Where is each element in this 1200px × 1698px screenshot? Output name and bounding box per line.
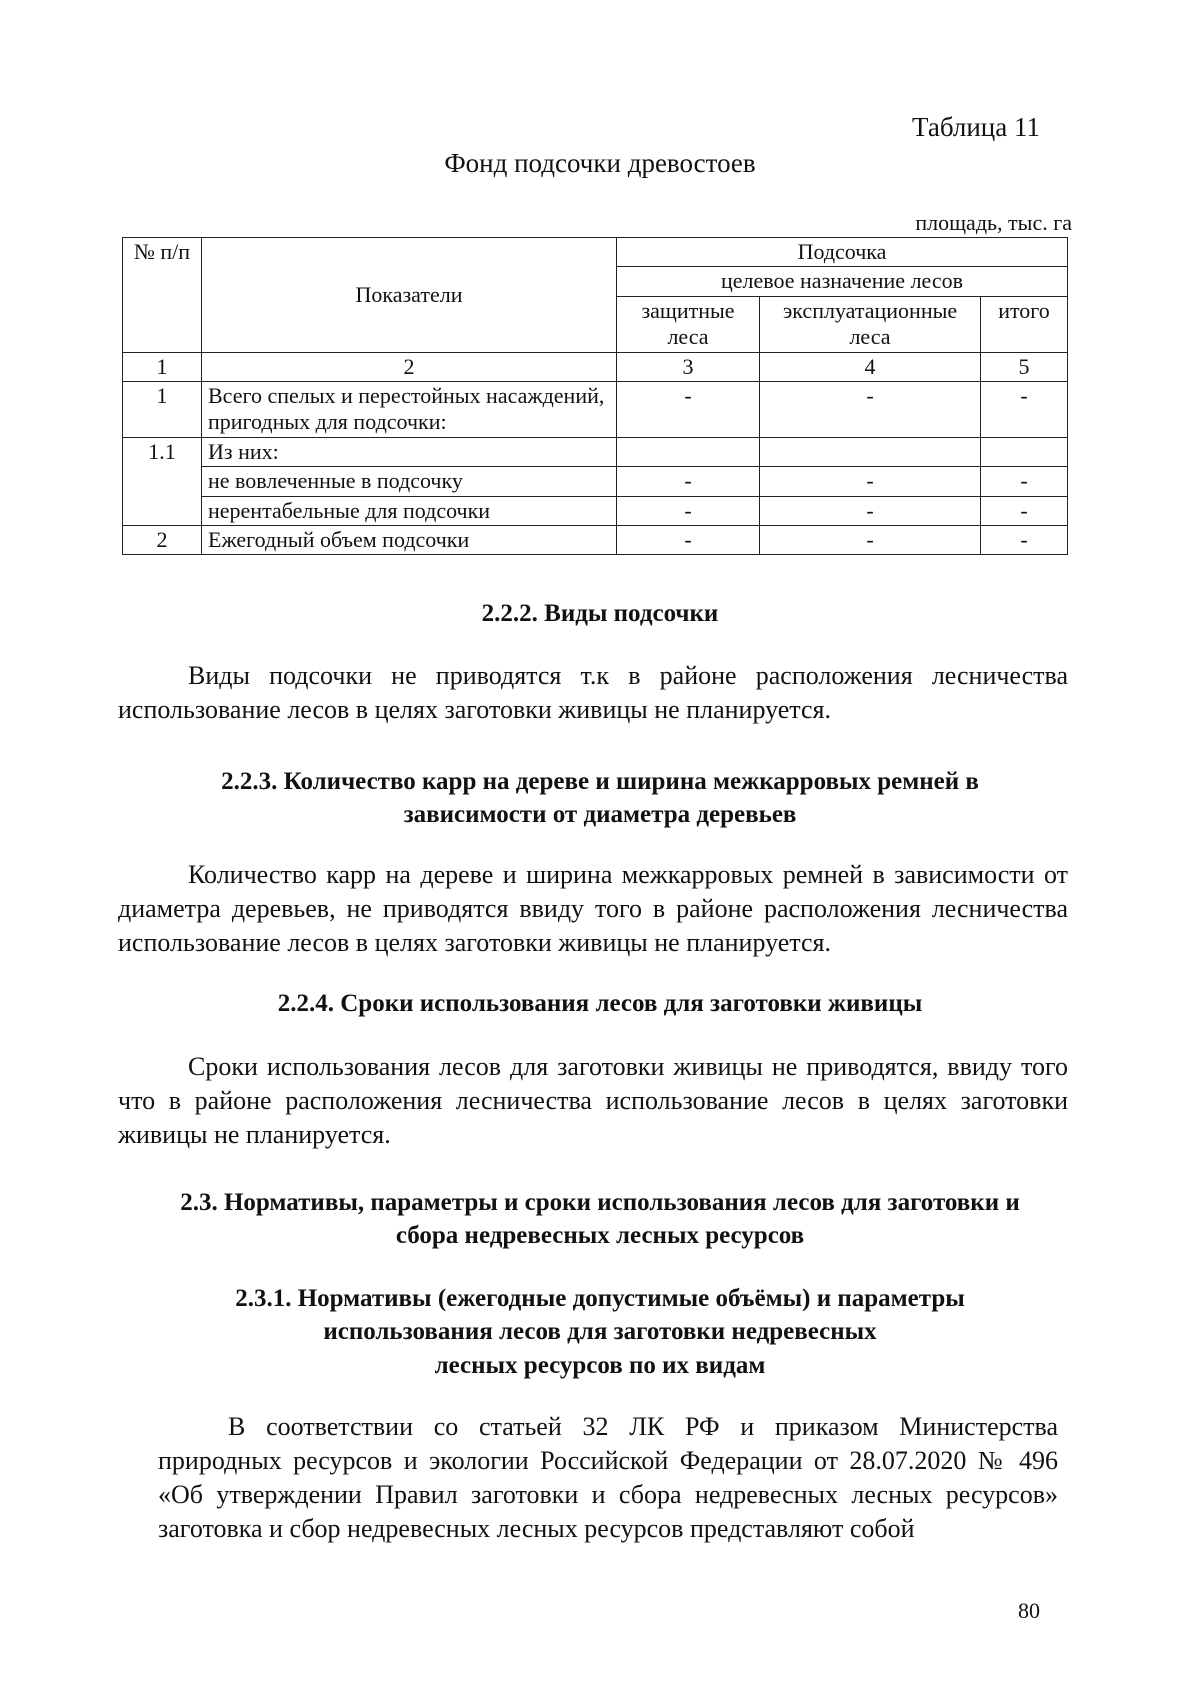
heading-line: 2.2.3. Количество карр на дереве и ширина межкарровых ремней в xyxy=(221,768,979,795)
table-row xyxy=(123,467,1068,496)
row-protective xyxy=(617,437,760,466)
row-num: 1.1 xyxy=(123,437,202,525)
tapping-fund-table xyxy=(122,237,1068,555)
table-label: Таблица 11 xyxy=(912,112,1040,142)
header-purpose: целевое назначение лесов xyxy=(617,267,1068,296)
col-number: 5 xyxy=(981,352,1068,381)
row-exploitation: - xyxy=(760,496,981,525)
section-heading-2-2-2: 2.2.2. Виды подсочки xyxy=(481,600,719,627)
header-total: итого xyxy=(981,296,1068,352)
section-heading-2-2-3 xyxy=(140,765,1060,832)
heading-line: 2.3. Нормативы, параметры и сроки использования лесов для заготовки и xyxy=(180,1189,1020,1216)
header-tapping: Подсочка xyxy=(617,238,1068,267)
header-indicators: Показатели xyxy=(202,238,617,353)
heading-line: зависимости от диаметра деревьев xyxy=(403,801,797,829)
section-heading-2-3-1 xyxy=(140,1282,1060,1382)
row-total xyxy=(981,437,1068,466)
table-row xyxy=(123,525,1068,554)
col-number: 2 xyxy=(202,352,617,381)
table-row xyxy=(123,381,1068,437)
section-text-2-3-1: В соответствии со статьей 32 ЛК РФ и приказом Министерства природных ресурсов и экологии Российской Федерации от 28.07.2020 № 496 «Об утверждении Правил заготовки и сбора недревесных лесных ресурсов» заготовка и сбор недревесных лесных ресурсов представляют собой xyxy=(158,1412,1058,1543)
table-title: Фонд подсочки древостоев xyxy=(444,148,756,178)
section-text-2-2-3: Количество карр на дереве и ширина межкарровых ремней в зависимости от диаметра деревьев, не приводятся ввиду того в районе расположения лесничества использование лесов в целях заготовки живицы не планируется. xyxy=(118,860,1068,957)
header-protective: защитные леса xyxy=(617,296,760,352)
row-label: не вовлеченные в подсочку xyxy=(202,467,617,496)
row-num: 1 xyxy=(123,381,202,437)
header-num: № п/п xyxy=(123,238,202,353)
row-total: - xyxy=(981,467,1068,496)
row-protective: - xyxy=(617,496,760,525)
row-exploitation: - xyxy=(760,381,981,437)
row-num: 2 xyxy=(123,525,202,554)
section-text-2-2-4: Сроки использования лесов для заготовки живицы не приводятся, ввиду того что в районе расположения лесничества использование лесов в целях заготовки живицы не планируется. xyxy=(118,1052,1068,1149)
header-exploitation: эксплуатационные леса xyxy=(760,296,981,352)
heading-line: лесных ресурсов по их видам xyxy=(434,1351,766,1379)
row-total: - xyxy=(981,496,1068,525)
col-number: 1 xyxy=(123,352,202,381)
section-heading-2-3 xyxy=(140,1186,1060,1253)
col-number: 4 xyxy=(760,352,981,381)
table-row xyxy=(123,437,1068,466)
heading-line: 2.3.1. Нормативы (ежегодные допустимые объёмы) и параметры xyxy=(235,1285,965,1312)
row-exploitation: - xyxy=(760,467,981,496)
row-label: Ежегодный объем подсочки xyxy=(202,525,617,554)
row-label: нерентабельные для подсочки xyxy=(202,496,617,525)
row-exploitation xyxy=(760,437,981,466)
section-heading-2-2-4: 2.2.4. Сроки использования лесов для заготовки живицы xyxy=(277,990,923,1017)
row-total: - xyxy=(981,525,1068,554)
heading-line: использования лесов для заготовки недревесных xyxy=(323,1318,877,1346)
section-text-2-2-2: Виды подсочки не приводятся т.к в районе расположения лесничества использование лесов в целях заготовки живицы не планируется. xyxy=(118,661,1068,724)
row-protective: - xyxy=(617,467,760,496)
row-label: Из них: xyxy=(202,437,617,466)
unit-note: площадь, тыс. га xyxy=(915,210,1072,235)
row-exploitation: - xyxy=(760,525,981,554)
row-total: - xyxy=(981,381,1068,437)
row-protective: - xyxy=(617,381,760,437)
row-protective: - xyxy=(617,525,760,554)
page-number: 80 xyxy=(1018,1598,1040,1623)
col-number: 3 xyxy=(617,352,760,381)
table-row xyxy=(123,496,1068,525)
row-label: Всего спелых и перестойных насаждений, пригодных для подсочки: xyxy=(202,381,617,437)
heading-line: сбора недревесных лесных ресурсов xyxy=(395,1222,805,1250)
